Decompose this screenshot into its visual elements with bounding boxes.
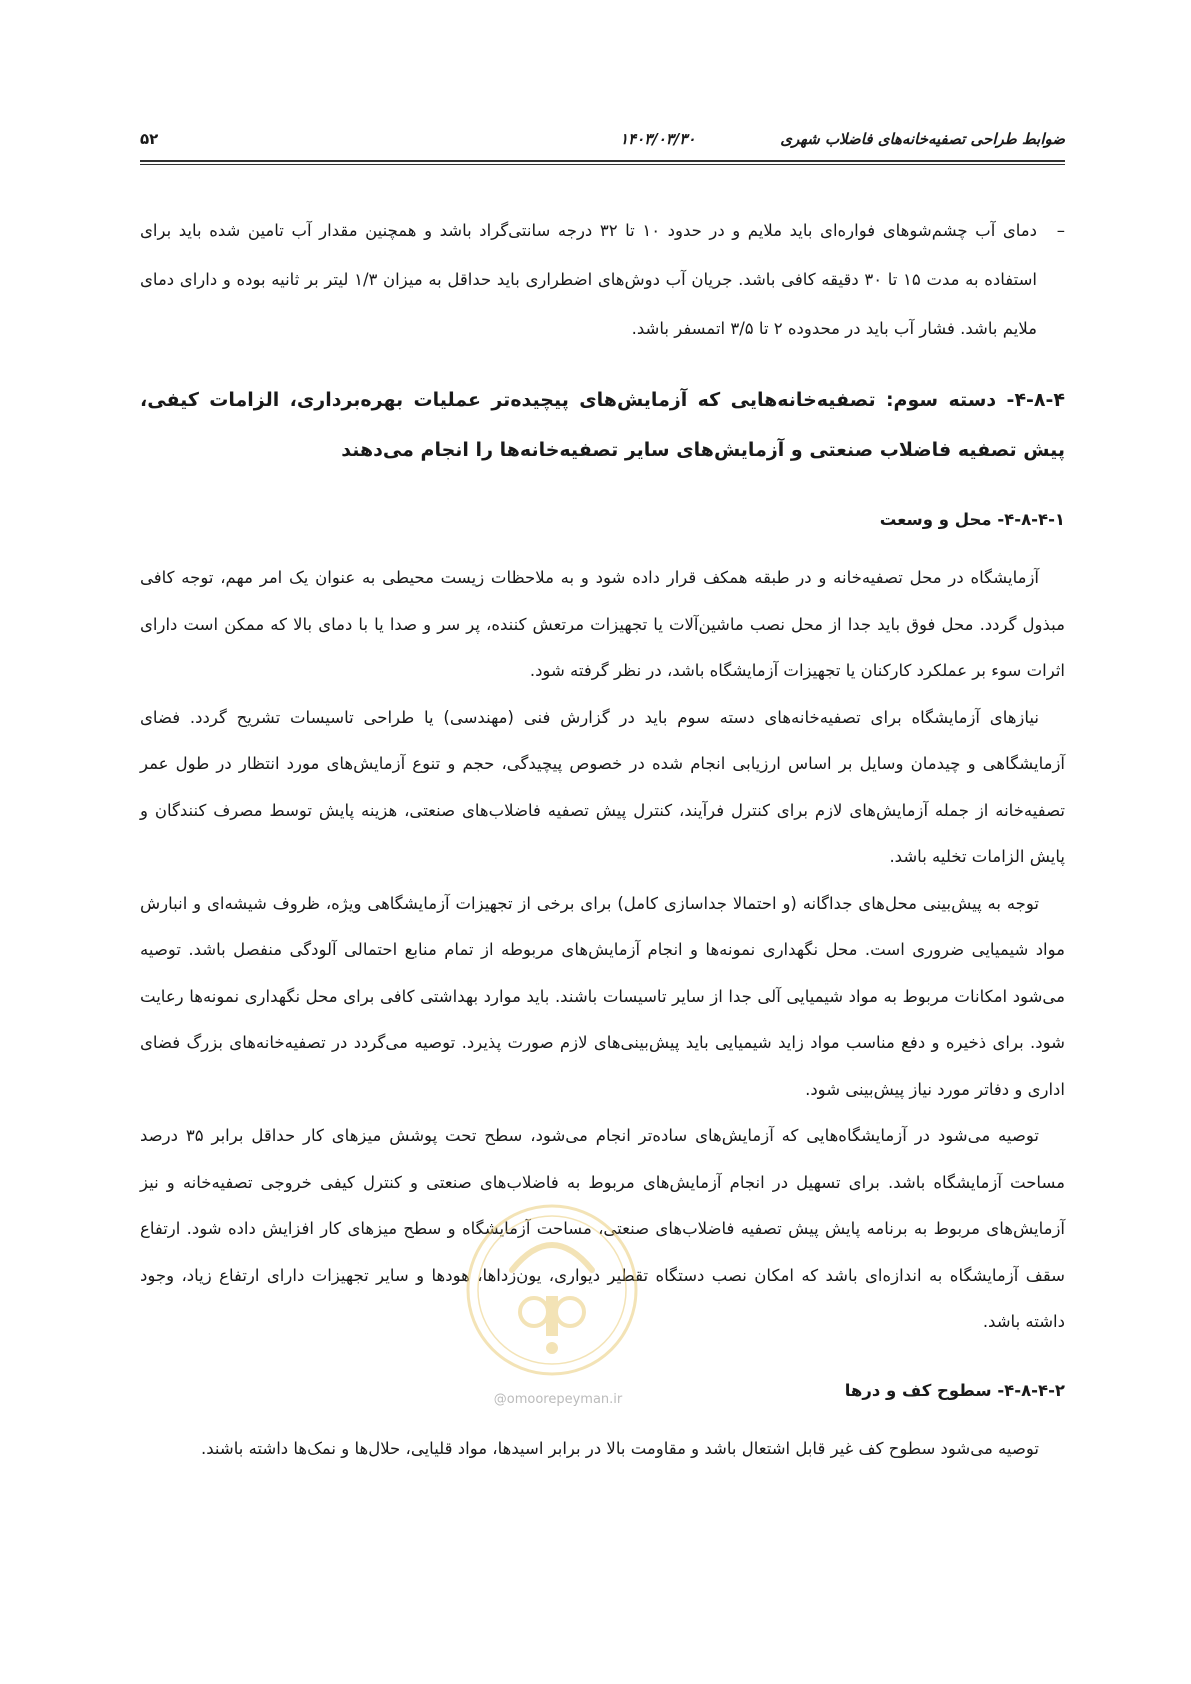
watermark-url: @omoorepeyman.ir	[493, 1392, 623, 1407]
paragraph: توجه به پیش‌بینی محل‌های جداگانه (و احتمالا جداسازی کامل) برای برخی از تجهیزات آزمایشگاهی ویژه، ظروف شیشه‌ای و انبارش مواد شیمیایی ضروری است. محل نگهداری نمونه‌ها و انجام آزمایش‌های مربوطه از تمام منابع احتمالی آلودگی منفصل باشد. توصیه می‌شود امکانات مربوط به مواد شیمیایی آلی جدا از سایر تاسیسات باشند. باید موارد بهداشتی کافی برای محل نگهداری نمونه‌ها رعایت شود. برای ذخیره و دفع مناسب مواد زاید شیمیایی باید پیش‌بینی‌های لازم صورت پذیرد. توصیه می‌گردد در تصفیه‌خانه‌های بزرگ فضای اداری و دفاتر مورد نیاز پیش‌بینی شود.	[140, 893, 1065, 1099]
header-rule	[140, 160, 1065, 162]
bullet-dash: –	[1056, 221, 1065, 240]
page-content	[140, 206, 1065, 1472]
page-number: ۵۲	[140, 130, 159, 148]
bullet-text: دمای آب چشم‌شوهای فواره‌ای باید ملایم و در حدود ۱۰ تا ۳۲ درجه سانتی‌گراد باشد و همچنین مقدار آب تامین شده باید برای استفاده به مدت ۱۵ تا ۳۰ دقیقه کافی باشد. جریان آب دوش‌های اضطراری باید حداقل به میزان ۱/۳ لیتر بر ثانیه بوده و دارای دمای ملایم باشد. فشار آب باید در محدوده ۲ تا ۳/۵ اتمسفر باشد.	[140, 221, 1037, 338]
paragraph: توصیه می‌شود در آزمایشگاه‌هایی که آزمایش‌های ساده‌تر انجام می‌شود، سطح تحت پوشش میزهای کار حداقل برابر ۳۵ درصد مساحت آزمایشگاه باشد. برای تسهیل در انجام آزمایش‌های مربوط به فاضلاب‌های صنعتی و کنترل کیفی خروجی تصفیه‌خانه و نیز آزمایش‌های مربوط به برنامه پایش پیش تصفیه فاضلاب‌های صنعتی، مساحت آزمایشگاه و سطح میزهای کار افزایش داده شود. ارتفاع سقف آزمایشگاه به اندازه‌ای باشد که امکان نصب دستگاه تقطیر دیواری، یون‌زداها، هودها و سایر تجهیزات دارای ارتفاع زیاد، وجود داشته باشد.	[140, 1126, 1065, 1331]
header-date: ۱۴۰۳/۰۳/۳۰	[620, 130, 696, 148]
paragraph: نیازهای آزمایشگاه برای تصفیه‌خانه‌های دسته سوم باید در گزارش فنی (مهندسی) یا طراحی تاسیسات تشریح گردد. فضای آزمایشگاهی و چیدمان وسایل بر اساس ارزیابی انجام شده در خصوص پیچیدگی، حجم و تنوع آزمایش‌های مورد انتظار در طول عمر تصفیه‌خانه از جمله آزمایش‌های لازم برای کنترل فرآیند، کنترل پیش تصفیه فاضلاب‌های صنعتی، هزینه پایش توسط مصرف کنندگان و پایش الزامات تخلیه باشد.	[140, 707, 1065, 866]
header-rule-thin	[140, 164, 1065, 165]
page-header	[140, 126, 1065, 156]
paragraph: آزمایشگاه در محل تصفیه‌خانه و در طبقه همکف قرار داده شود و به ملاحظات زیست محیطی به عنوان یک امر مهم، توجه کافی مبذول گردد. محل فوق باید جدا از محل نصب ماشین‌آلات یا تجهیزات مرتعش کننده، پر سر و صدا یا با دمای بالا که ممکن است دارای اثرات سوء بر عملکرد کارکنان یا تجهیزات آزمایشگاه باشد، در نظر گرفته شود.	[140, 568, 1065, 680]
subsection-heading-floors: ۴-۸-۴-۲- سطوح کف و درها	[844, 1380, 1065, 1400]
header-title: ضوابط طراحی تصفیه‌خانه‌های فاضلاب شهری	[780, 130, 1065, 148]
subsection-heading-location: ۴-۸-۴-۱- محل و وسعت	[879, 510, 1065, 529]
section-heading: ۴-۸-۴- دسته سوم: تصفیه‌خانه‌هایی که آزمایش‌های پیچیده‌تر عملیات بهره‌برداری، الزامات کیفی، پیش تصفیه فاضلاب صنعتی و آزمایش‌های سایر تصفیه‌خانه‌ها را انجام می‌دهند	[140, 389, 1065, 461]
paragraph: توصیه می‌شود سطوح کف غیر قابل اشتعال باشد و مقاومت بالا در برابر اسیدها، مواد قلیایی، حلال‌ها و نمک‌ها داشته باشند.	[201, 1438, 1039, 1458]
bullet-item	[140, 206, 1065, 353]
